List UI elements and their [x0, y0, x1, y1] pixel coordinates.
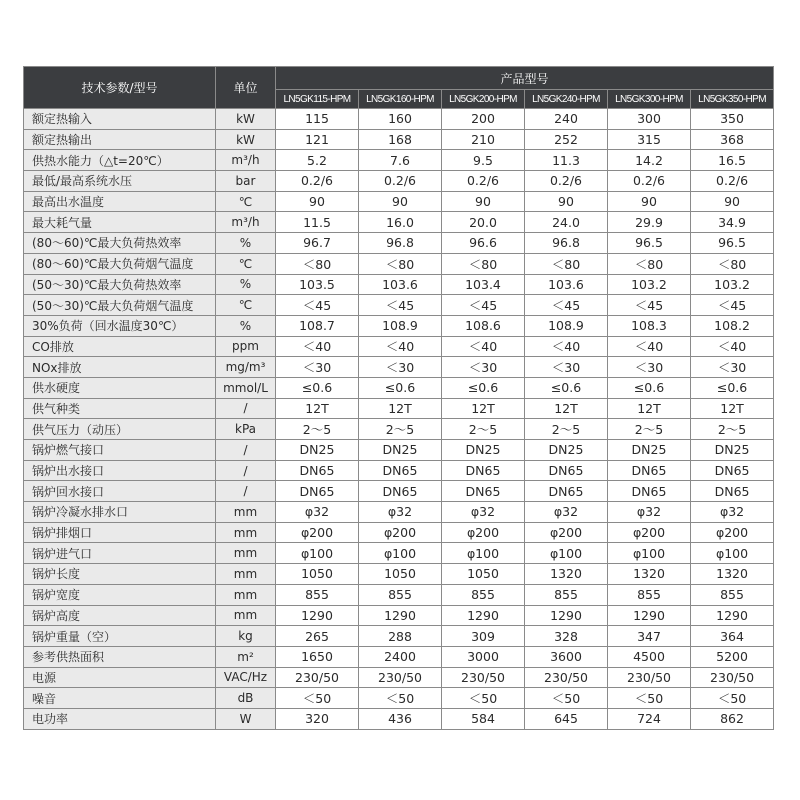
value-cell: 1050 — [276, 564, 359, 585]
value-cell: 1650 — [276, 646, 359, 667]
model-header: LN5GK300-HPM — [608, 90, 691, 109]
value-cell: 108.7 — [276, 315, 359, 336]
value-cell: 90 — [608, 191, 691, 212]
value-cell: φ100 — [525, 543, 608, 564]
value-cell: 103.2 — [608, 274, 691, 295]
value-cell: 862 — [691, 708, 774, 729]
value-cell: 96.8 — [359, 233, 442, 254]
value-cell: ＜80 — [525, 253, 608, 274]
unit-cell: ℃ — [216, 295, 276, 316]
value-cell: 34.9 — [691, 212, 774, 233]
param-cell: 锅炉燃气接口 — [24, 440, 216, 461]
param-cell: 额定热输出 — [24, 129, 216, 150]
value-cell: ＜30 — [276, 357, 359, 378]
value-cell: DN65 — [691, 460, 774, 481]
value-cell: ＜80 — [276, 253, 359, 274]
param-cell: 锅炉进气口 — [24, 543, 216, 564]
table-row — [24, 150, 774, 171]
unit-cell: kPa — [216, 419, 276, 440]
value-cell: ＜40 — [525, 336, 608, 357]
model-header: LN5GK115-HPM — [276, 90, 359, 109]
unit-cell: / — [216, 398, 276, 419]
unit-cell: mm — [216, 564, 276, 585]
unit-cell: kW — [216, 109, 276, 130]
value-cell: DN25 — [276, 440, 359, 461]
value-cell: 368 — [691, 129, 774, 150]
table-row — [24, 481, 774, 502]
value-cell: φ100 — [359, 543, 442, 564]
value-cell: 320 — [276, 708, 359, 729]
value-cell: 584 — [442, 708, 525, 729]
value-cell: 103.4 — [442, 274, 525, 295]
value-cell: 5.2 — [276, 150, 359, 171]
param-cell: 锅炉出水接口 — [24, 460, 216, 481]
value-cell: 1290 — [276, 605, 359, 626]
value-cell: 5200 — [691, 646, 774, 667]
value-cell: ＜30 — [691, 357, 774, 378]
value-cell: 1320 — [691, 564, 774, 585]
models-group-header: 产品型号 — [276, 67, 774, 90]
value-cell: ＜45 — [442, 295, 525, 316]
value-cell: 168 — [359, 129, 442, 150]
table-row — [24, 377, 774, 398]
value-cell: ＜45 — [691, 295, 774, 316]
value-cell: ＜80 — [359, 253, 442, 274]
value-cell: 855 — [691, 584, 774, 605]
param-cell: 锅炉高度 — [24, 605, 216, 626]
value-cell: 230/50 — [276, 667, 359, 688]
value-cell: DN65 — [691, 481, 774, 502]
value-cell: 16.0 — [359, 212, 442, 233]
value-cell: DN65 — [608, 481, 691, 502]
table-row — [24, 584, 774, 605]
table-row — [24, 315, 774, 336]
value-cell: ＜80 — [691, 253, 774, 274]
value-cell: φ200 — [276, 522, 359, 543]
value-cell: 0.2/6 — [525, 171, 608, 192]
value-cell: φ100 — [608, 543, 691, 564]
value-cell: ≤0.6 — [525, 377, 608, 398]
value-cell: 12T — [608, 398, 691, 419]
unit-cell: dB — [216, 688, 276, 709]
value-cell: 855 — [525, 584, 608, 605]
value-cell: 300 — [608, 109, 691, 130]
value-cell: DN25 — [608, 440, 691, 461]
table-row — [24, 212, 774, 233]
table-row — [24, 109, 774, 130]
value-cell: 11.5 — [276, 212, 359, 233]
value-cell: 90 — [525, 191, 608, 212]
value-cell: 20.0 — [442, 212, 525, 233]
value-cell: φ200 — [359, 522, 442, 543]
value-cell: ≤0.6 — [691, 377, 774, 398]
value-cell: 90 — [359, 191, 442, 212]
table-row — [24, 522, 774, 543]
value-cell: 12T — [359, 398, 442, 419]
value-cell: 7.6 — [359, 150, 442, 171]
param-cell: 锅炉排烟口 — [24, 522, 216, 543]
unit-cell: m² — [216, 646, 276, 667]
model-header: LN5GK240-HPM — [525, 90, 608, 109]
value-cell: 309 — [442, 626, 525, 647]
value-cell: ＜40 — [691, 336, 774, 357]
value-cell: 288 — [359, 626, 442, 647]
param-cell: 30%负荷（回水温度30℃） — [24, 315, 216, 336]
param-cell: 电功率 — [24, 708, 216, 729]
value-cell: 1320 — [608, 564, 691, 585]
value-cell: 24.0 — [525, 212, 608, 233]
value-cell: DN65 — [608, 460, 691, 481]
value-cell: 3600 — [525, 646, 608, 667]
value-cell: 210 — [442, 129, 525, 150]
table-body — [24, 109, 774, 730]
value-cell: ≤0.6 — [442, 377, 525, 398]
table-row — [24, 295, 774, 316]
value-cell: 0.2/6 — [359, 171, 442, 192]
value-cell: 1290 — [359, 605, 442, 626]
value-cell: 121 — [276, 129, 359, 150]
value-cell: 108.6 — [442, 315, 525, 336]
value-cell: 1290 — [525, 605, 608, 626]
value-cell: 1290 — [442, 605, 525, 626]
model-header: LN5GK200-HPM — [442, 90, 525, 109]
value-cell: 14.2 — [608, 150, 691, 171]
value-cell: ＜50 — [359, 688, 442, 709]
value-cell: 328 — [525, 626, 608, 647]
value-cell: 315 — [608, 129, 691, 150]
param-cell: 额定热输入 — [24, 109, 216, 130]
value-cell: 96.5 — [608, 233, 691, 254]
value-cell: 96.7 — [276, 233, 359, 254]
value-cell: 1290 — [691, 605, 774, 626]
unit-cell: m³/h — [216, 150, 276, 171]
value-cell: φ100 — [691, 543, 774, 564]
value-cell: 1050 — [359, 564, 442, 585]
value-cell: ＜40 — [276, 336, 359, 357]
unit-cell: VAC/Hz — [216, 667, 276, 688]
param-cell: NOx排放 — [24, 357, 216, 378]
param-cell: 锅炉重量（空） — [24, 626, 216, 647]
value-cell: DN65 — [525, 460, 608, 481]
value-cell: 252 — [525, 129, 608, 150]
param-column-header: 技术参数/型号 — [24, 67, 216, 109]
value-cell: 160 — [359, 109, 442, 130]
param-cell: (50～30)℃最大负荷烟气温度 — [24, 295, 216, 316]
param-cell: 供热水能力（△t=20℃） — [24, 150, 216, 171]
value-cell: 12T — [691, 398, 774, 419]
value-cell: 90 — [691, 191, 774, 212]
value-cell: 108.9 — [525, 315, 608, 336]
value-cell: 240 — [525, 109, 608, 130]
value-cell: 364 — [691, 626, 774, 647]
value-cell: 230/50 — [442, 667, 525, 688]
model-header: LN5GK350-HPM — [691, 90, 774, 109]
value-cell: ＜40 — [442, 336, 525, 357]
value-cell: 103.2 — [691, 274, 774, 295]
param-cell: 最低/最高系统水压 — [24, 171, 216, 192]
value-cell: 11.3 — [525, 150, 608, 171]
value-cell: DN65 — [359, 481, 442, 502]
value-cell: 2400 — [359, 646, 442, 667]
table-row — [24, 129, 774, 150]
value-cell: ＜40 — [359, 336, 442, 357]
value-cell: DN65 — [525, 481, 608, 502]
table-row — [24, 605, 774, 626]
value-cell: 347 — [608, 626, 691, 647]
value-cell: DN65 — [359, 460, 442, 481]
value-cell: DN25 — [442, 440, 525, 461]
value-cell: φ32 — [359, 502, 442, 523]
value-cell: 0.2/6 — [276, 171, 359, 192]
value-cell: 4500 — [608, 646, 691, 667]
value-cell: 230/50 — [691, 667, 774, 688]
value-cell: 0.2/6 — [442, 171, 525, 192]
value-cell: DN25 — [691, 440, 774, 461]
table-row — [24, 626, 774, 647]
param-cell: 供气种类 — [24, 398, 216, 419]
value-cell: φ200 — [608, 522, 691, 543]
param-cell: 参考供热面积 — [24, 646, 216, 667]
header-row-top — [24, 67, 774, 90]
value-cell: φ200 — [525, 522, 608, 543]
param-cell: 锅炉长度 — [24, 564, 216, 585]
unit-cell: % — [216, 274, 276, 295]
table-row — [24, 191, 774, 212]
param-cell: 电源 — [24, 667, 216, 688]
table-row — [24, 688, 774, 709]
param-cell: 最高出水温度 — [24, 191, 216, 212]
value-cell: ＜50 — [525, 688, 608, 709]
value-cell: DN25 — [359, 440, 442, 461]
value-cell: 2～5 — [691, 419, 774, 440]
table-row — [24, 564, 774, 585]
spec-table — [23, 66, 774, 730]
value-cell: 29.9 — [608, 212, 691, 233]
value-cell: 230/50 — [525, 667, 608, 688]
unit-cell: bar — [216, 171, 276, 192]
value-cell: 265 — [276, 626, 359, 647]
value-cell: 3000 — [442, 646, 525, 667]
value-cell: 12T — [276, 398, 359, 419]
unit-cell: mm — [216, 584, 276, 605]
value-cell: 103.6 — [359, 274, 442, 295]
unit-cell: % — [216, 315, 276, 336]
value-cell: φ32 — [525, 502, 608, 523]
value-cell: φ32 — [276, 502, 359, 523]
value-cell: ＜30 — [525, 357, 608, 378]
unit-cell: % — [216, 233, 276, 254]
unit-cell: mm — [216, 522, 276, 543]
param-cell: (80～60)℃最大负荷烟气温度 — [24, 253, 216, 274]
param-cell: 最大耗气量 — [24, 212, 216, 233]
value-cell: ＜80 — [608, 253, 691, 274]
value-cell: ＜50 — [691, 688, 774, 709]
value-cell: 2～5 — [525, 419, 608, 440]
value-cell: 230/50 — [608, 667, 691, 688]
unit-cell: / — [216, 440, 276, 461]
unit-cell: mm — [216, 502, 276, 523]
table-header — [24, 67, 774, 109]
table-row — [24, 646, 774, 667]
table-row — [24, 460, 774, 481]
value-cell: 96.6 — [442, 233, 525, 254]
value-cell: ＜40 — [608, 336, 691, 357]
value-cell: 12T — [442, 398, 525, 419]
value-cell: 12T — [525, 398, 608, 419]
unit-column-header: 单位 — [216, 67, 276, 109]
value-cell: ＜30 — [608, 357, 691, 378]
value-cell: φ32 — [691, 502, 774, 523]
unit-cell: ℃ — [216, 253, 276, 274]
table-row — [24, 253, 774, 274]
unit-cell: kg — [216, 626, 276, 647]
table-row — [24, 336, 774, 357]
value-cell: φ200 — [691, 522, 774, 543]
value-cell: 724 — [608, 708, 691, 729]
param-cell: 供气压力（动压） — [24, 419, 216, 440]
value-cell: ＜45 — [276, 295, 359, 316]
param-cell: (50～30)℃最大负荷热效率 — [24, 274, 216, 295]
param-cell: 锅炉宽度 — [24, 584, 216, 605]
value-cell: 200 — [442, 109, 525, 130]
param-cell: CO排放 — [24, 336, 216, 357]
table-row — [24, 274, 774, 295]
value-cell: φ32 — [442, 502, 525, 523]
value-cell: 855 — [359, 584, 442, 605]
unit-cell: mm — [216, 543, 276, 564]
value-cell: ＜45 — [359, 295, 442, 316]
param-cell: 锅炉回水接口 — [24, 481, 216, 502]
value-cell: ＜50 — [442, 688, 525, 709]
value-cell: 855 — [608, 584, 691, 605]
unit-cell: ppm — [216, 336, 276, 357]
unit-cell: mg/m³ — [216, 357, 276, 378]
value-cell: ≤0.6 — [276, 377, 359, 398]
param-cell: 锅炉冷凝水排水口 — [24, 502, 216, 523]
value-cell: 90 — [442, 191, 525, 212]
value-cell: 108.9 — [359, 315, 442, 336]
value-cell: 1320 — [525, 564, 608, 585]
value-cell: 350 — [691, 109, 774, 130]
value-cell: 96.8 — [525, 233, 608, 254]
value-cell: DN65 — [442, 481, 525, 502]
param-cell: 噪音 — [24, 688, 216, 709]
value-cell: 2～5 — [359, 419, 442, 440]
unit-cell: / — [216, 460, 276, 481]
value-cell: φ100 — [276, 543, 359, 564]
table-row — [24, 667, 774, 688]
unit-cell: ℃ — [216, 191, 276, 212]
table-row — [24, 440, 774, 461]
value-cell: ＜80 — [442, 253, 525, 274]
value-cell: 0.2/6 — [608, 171, 691, 192]
table-row — [24, 708, 774, 729]
param-cell: 供水硬度 — [24, 377, 216, 398]
value-cell: φ100 — [442, 543, 525, 564]
value-cell: DN65 — [276, 460, 359, 481]
table-row — [24, 398, 774, 419]
unit-cell: kW — [216, 129, 276, 150]
value-cell: DN25 — [525, 440, 608, 461]
unit-cell: mmol/L — [216, 377, 276, 398]
table-row — [24, 543, 774, 564]
value-cell: 115 — [276, 109, 359, 130]
value-cell: 0.2/6 — [691, 171, 774, 192]
value-cell: 96.5 — [691, 233, 774, 254]
unit-cell: mm — [216, 605, 276, 626]
value-cell: 2～5 — [276, 419, 359, 440]
value-cell: 108.3 — [608, 315, 691, 336]
param-cell: (80～60)℃最大负荷热效率 — [24, 233, 216, 254]
value-cell: ＜30 — [442, 357, 525, 378]
value-cell: 855 — [276, 584, 359, 605]
value-cell: 855 — [442, 584, 525, 605]
unit-cell: / — [216, 481, 276, 502]
table-row — [24, 419, 774, 440]
value-cell: 1290 — [608, 605, 691, 626]
value-cell: 645 — [525, 708, 608, 729]
value-cell: DN65 — [442, 460, 525, 481]
value-cell: 16.5 — [691, 150, 774, 171]
value-cell: DN65 — [276, 481, 359, 502]
unit-cell: m³/h — [216, 212, 276, 233]
value-cell: 108.2 — [691, 315, 774, 336]
value-cell: ＜50 — [276, 688, 359, 709]
value-cell: ≤0.6 — [359, 377, 442, 398]
unit-cell: W — [216, 708, 276, 729]
table-row — [24, 502, 774, 523]
value-cell: ＜45 — [608, 295, 691, 316]
table-row — [24, 233, 774, 254]
value-cell: φ32 — [608, 502, 691, 523]
value-cell: ＜30 — [359, 357, 442, 378]
value-cell: 9.5 — [442, 150, 525, 171]
value-cell: ＜50 — [608, 688, 691, 709]
value-cell: ＜45 — [525, 295, 608, 316]
value-cell: 103.5 — [276, 274, 359, 295]
table-row — [24, 357, 774, 378]
value-cell: 436 — [359, 708, 442, 729]
value-cell: 90 — [276, 191, 359, 212]
model-header: LN5GK160-HPM — [359, 90, 442, 109]
value-cell: 2～5 — [442, 419, 525, 440]
value-cell: φ200 — [442, 522, 525, 543]
value-cell: ≤0.6 — [608, 377, 691, 398]
value-cell: 1050 — [442, 564, 525, 585]
value-cell: 2～5 — [608, 419, 691, 440]
value-cell: 103.6 — [525, 274, 608, 295]
table-row — [24, 171, 774, 192]
value-cell: 230/50 — [359, 667, 442, 688]
